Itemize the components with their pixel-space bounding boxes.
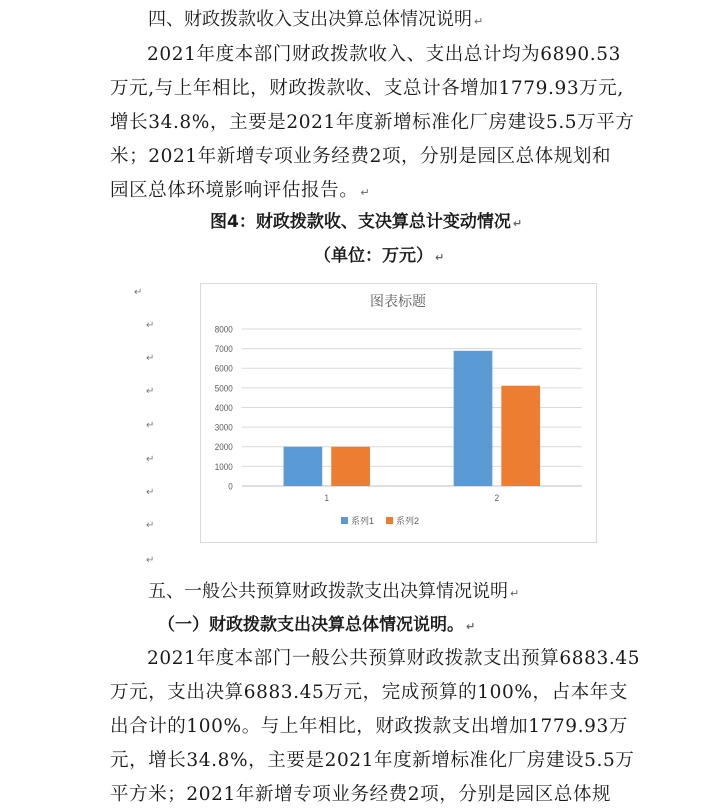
- section4-line-5: 园区总体环境影响评估报告。 ↵: [110, 180, 371, 201]
- plot-area: [215, 324, 582, 503]
- legend-label: 系列1: [351, 516, 375, 526]
- para-mark: ↵: [146, 520, 155, 531]
- legend-swatch: [341, 517, 348, 524]
- section4-line-1: 2021年度本部门财政拨款收入、支出总计均为6890.53: [147, 44, 621, 65]
- legend-swatch: [386, 517, 393, 524]
- legend-label: 系列2: [396, 516, 420, 526]
- x-tick-label: 2: [494, 492, 500, 504]
- section4-paragraph: [110, 38, 634, 208]
- y-tick-label: 1000: [214, 461, 233, 472]
- para-mark: ↵: [146, 555, 155, 566]
- bar-系列2-1: [331, 447, 370, 486]
- y-tick-label: 0: [228, 481, 233, 492]
- section4-line-2: 万元,与上年相比，财政拨款收、支总计各增加1779.93万元,: [110, 78, 624, 99]
- y-tick-label: 3000: [214, 422, 233, 433]
- x-tick-label: 1: [324, 492, 330, 504]
- y-tick-label: 4000: [214, 402, 233, 414]
- section4-heading: 四、财政拨款收入支出决算总体情况说明 ↵: [148, 9, 484, 30]
- para-mark: ↵: [146, 487, 155, 498]
- chart-title: 图表标题: [370, 293, 426, 309]
- y-tick-label: 2000: [214, 441, 233, 453]
- section5-subheading: （一）财政拨款支出决算总体情况说明。 ↵: [158, 615, 476, 635]
- para-mark: ↵: [146, 386, 155, 397]
- para-mark: ↵: [146, 353, 155, 364]
- figure-unit: （单位：万元） ↵: [314, 246, 445, 266]
- figure-caption: 图4：财政拨款收、支决算总计变动情况 ↵: [210, 212, 523, 232]
- bar-系列2-2: [501, 386, 540, 486]
- section5-heading: 五、一般公共预算财政拨款支出决算情况说明 ↵: [148, 581, 520, 602]
- y-tick-label: 7000: [214, 343, 233, 355]
- y-tick-label: 5000: [214, 382, 233, 394]
- section4-line-4: 米；2021年新增专项业务经费2项，分别是园区总体规划和: [110, 146, 612, 167]
- section5-line-4: 元，增长34.8%，主要是2021年度新增标准化厂房建设5.5万: [110, 750, 635, 771]
- bar-系列1-1: [284, 447, 323, 486]
- para-mark: ↵: [146, 320, 155, 331]
- y-tick-label: 8000: [214, 324, 233, 335]
- chart-container: [200, 283, 597, 543]
- para-mark: ↵: [146, 454, 155, 465]
- bar-系列1-2: [454, 351, 493, 486]
- bar-chart: [201, 284, 596, 542]
- section5-line-2: 万元，支出决算6883.45万元，完成预算的100%，占本年支: [110, 682, 628, 703]
- para-mark: ↵: [146, 420, 155, 431]
- section5-line-5: 平方米；2021年新增专项业务经费2项，分别是园区总体规: [110, 784, 612, 805]
- section5-paragraph: [110, 642, 640, 812]
- para-mark: ↵: [134, 287, 143, 298]
- section5-line-3: 出合计的100%。与上年相比，财政拨款支出增加1779.93万: [110, 716, 628, 737]
- section4-line-3: 增长34.8%，主要是2021年度新增标准化厂房建设5.5万平方: [110, 112, 635, 133]
- section5-line-1: 2021年度本部门一般公共预算财政拨款支出预算6883.45: [147, 648, 641, 669]
- y-tick-label: 6000: [214, 363, 233, 374]
